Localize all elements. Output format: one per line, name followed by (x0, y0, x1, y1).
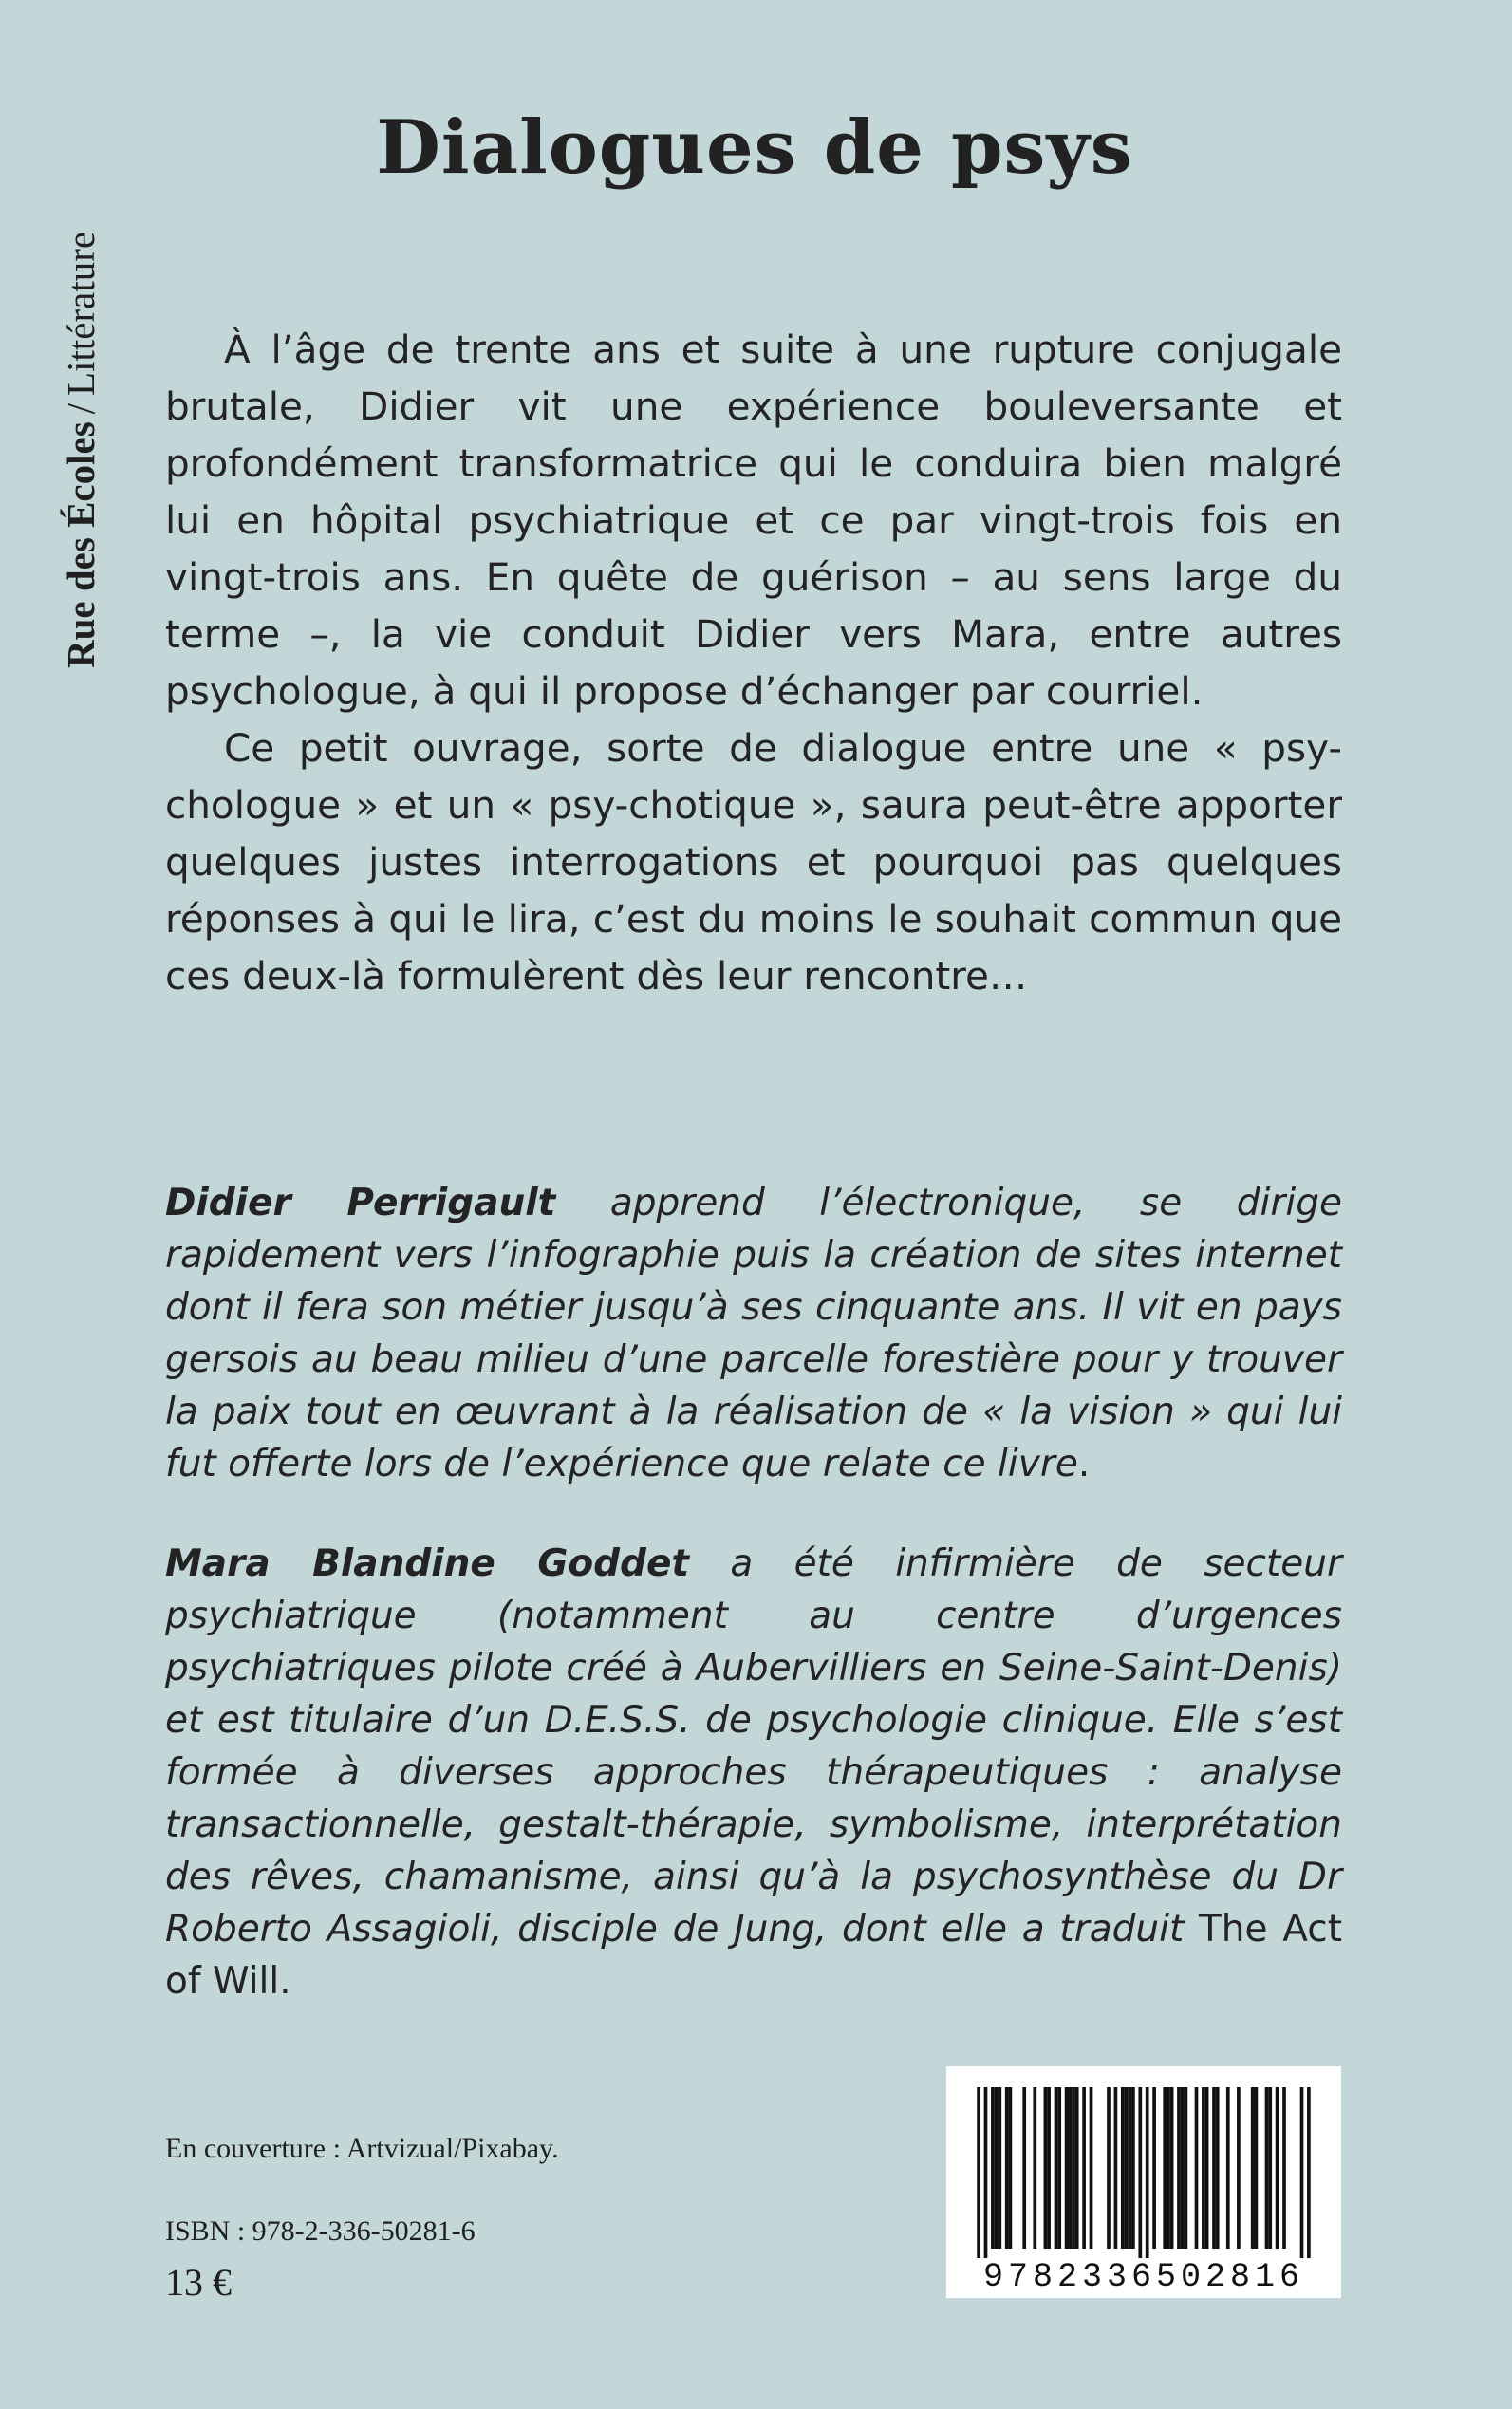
book-title: Dialogues de psys (376, 104, 1133, 191)
barcode-bar (995, 2087, 999, 2249)
barcode-bar (1205, 2087, 1209, 2249)
barcode-bar (1300, 2087, 1304, 2258)
barcode-bar (1226, 2087, 1230, 2249)
barcode-bar (1055, 2087, 1058, 2249)
barcode-bar (1128, 2087, 1131, 2249)
barcode (946, 2066, 1341, 2298)
barcode-bar (1131, 2087, 1135, 2249)
author-bio-text-didier: apprend l’électronique, se dirige rapidement vers l’infographie puis la création de sites internet dont il fera son métier jusqu’à ses cinquante ans. Il vit en pays gersois au beau milieu d’une parcelle forestière pour y trouver la paix tout en œuvrant à la réalisation de « la vision » qui lui fut offerte lors de l’expérience que relate ce livre (165, 1182, 1342, 1485)
synopsis-paragraph-2: Ce petit ouvrage, sorte de dialogue entre une « psy-chologue » et un « psy-chotique », saura peut-être apporter quelques justes interrogations et pourquoi pas quelques réponses à qui le lira, c’est du moins le souhait commun que ces deux-là formulèrent dès leur rencontre… (165, 725, 1342, 999)
author-bio-end-mara: . (279, 1960, 291, 2003)
barcode-bar (1251, 2087, 1255, 2249)
barcode-bar (1114, 2087, 1118, 2249)
barcode-bar (1068, 2087, 1072, 2249)
barcode-bar (1005, 2087, 1009, 2249)
collection-name: Rue des Écoles (59, 421, 103, 668)
collection-category: Littérature (59, 231, 103, 396)
barcode-bar (1202, 2087, 1205, 2249)
author-name-didier: Didier Perrigault (165, 1182, 556, 1224)
barcode-bar (1212, 2087, 1216, 2249)
barcode-bar (1237, 2087, 1241, 2249)
barcode-bar (1177, 2087, 1181, 2249)
author-bio-mara (165, 1538, 1342, 2008)
barcode-bar (1163, 2087, 1167, 2249)
barcode-bar (1075, 2087, 1079, 2249)
barcode-bar (1072, 2087, 1075, 2249)
barcode-bar (1255, 2087, 1259, 2249)
spine-separator: / (59, 402, 103, 415)
barcode-bar (1022, 2087, 1026, 2249)
barcode-bar (1146, 2087, 1149, 2258)
barcode-bar (991, 2087, 995, 2249)
barcode-graphic (946, 2066, 1341, 2298)
barcode-bar (1307, 2087, 1311, 2258)
barcode-bar (1268, 2087, 1272, 2249)
barcode-bar (1167, 2087, 1170, 2249)
barcode-bar (1047, 2087, 1051, 2249)
barcode-bar (1181, 2087, 1185, 2249)
barcode-bar (1216, 2087, 1220, 2249)
barcode-bar (1152, 2087, 1156, 2249)
barcode-bar (998, 2087, 1001, 2249)
cover-credit: En couverture : Artvizual/Pixabay. (165, 2133, 559, 2164)
author-name-mara: Mara Blandine Goddet (165, 1542, 690, 1585)
barcode-bar (1125, 2087, 1129, 2249)
barcode-bar (1282, 2087, 1286, 2249)
author-bio-end-didier: . (1077, 1443, 1091, 1485)
author-bio-text-mara: a été infirmière de secteur psychiatrique (notamment au centre d’urgences psychiatriques pilote créé à Aubervilliers en Seine-Saint-Denis) et est titulaire d’un D.E.S.S. de psychologie clinique. Elle s’est formée à diverses approches thérapeutiques : analyse transactionnelle, gestalt-thérapie, symbolisme, interprétation des rêves, chamanisme, ainsi qu’à la psychosynthèse du Dr Roberto Assagioli, disciple de Jung, dont elle a traduit (165, 1542, 1342, 1951)
barcode-bar (1065, 2087, 1069, 2249)
barcode-bar (1138, 2087, 1142, 2258)
barcode-bar (1107, 2087, 1111, 2249)
barcode-bar (1044, 2087, 1048, 2249)
barcode-bar (1170, 2087, 1174, 2249)
barcode-bar (1121, 2087, 1125, 2249)
isbn: ISBN : 978-2-336-50281-6 (165, 2215, 476, 2247)
barcode-bar (984, 2087, 988, 2258)
barcode-bar (1276, 2087, 1279, 2249)
spine-label (54, 118, 107, 668)
barcode-bar (1033, 2087, 1036, 2249)
synopsis (165, 321, 1342, 1004)
synopsis-paragraph-1: À l’âge de trente ans et suite à une rupture conjugale brutale, Didier vit une expérience bouleversante et profondément transformatrice qui le conduira bien malgré lui en hôpital psychiatrique et ce par vingt-trois fois en vingt-trois ans. En quête de guérison – au sens large du terme –, la vie conduit Didier vers Mara, entre autres psychologue, à qui il propose d’échanger par courriel. (165, 327, 1342, 714)
barcode-bar (1057, 2087, 1061, 2249)
barcode-bar (1090, 2087, 1093, 2249)
barcode-bar (1082, 2087, 1086, 2249)
barcode-bar (1185, 2087, 1188, 2249)
barcode-bar (1195, 2087, 1199, 2249)
barcode-bar (1009, 2087, 1013, 2249)
price: 13 € (165, 2261, 232, 2304)
barcode-bar (977, 2087, 980, 2258)
translated-work-title: The Act of Will (165, 1908, 1342, 2003)
author-bio-didier (165, 1177, 1342, 1490)
barcode-bar (1265, 2087, 1269, 2249)
barcode-digits: 9782336502816 (982, 2258, 1305, 2296)
